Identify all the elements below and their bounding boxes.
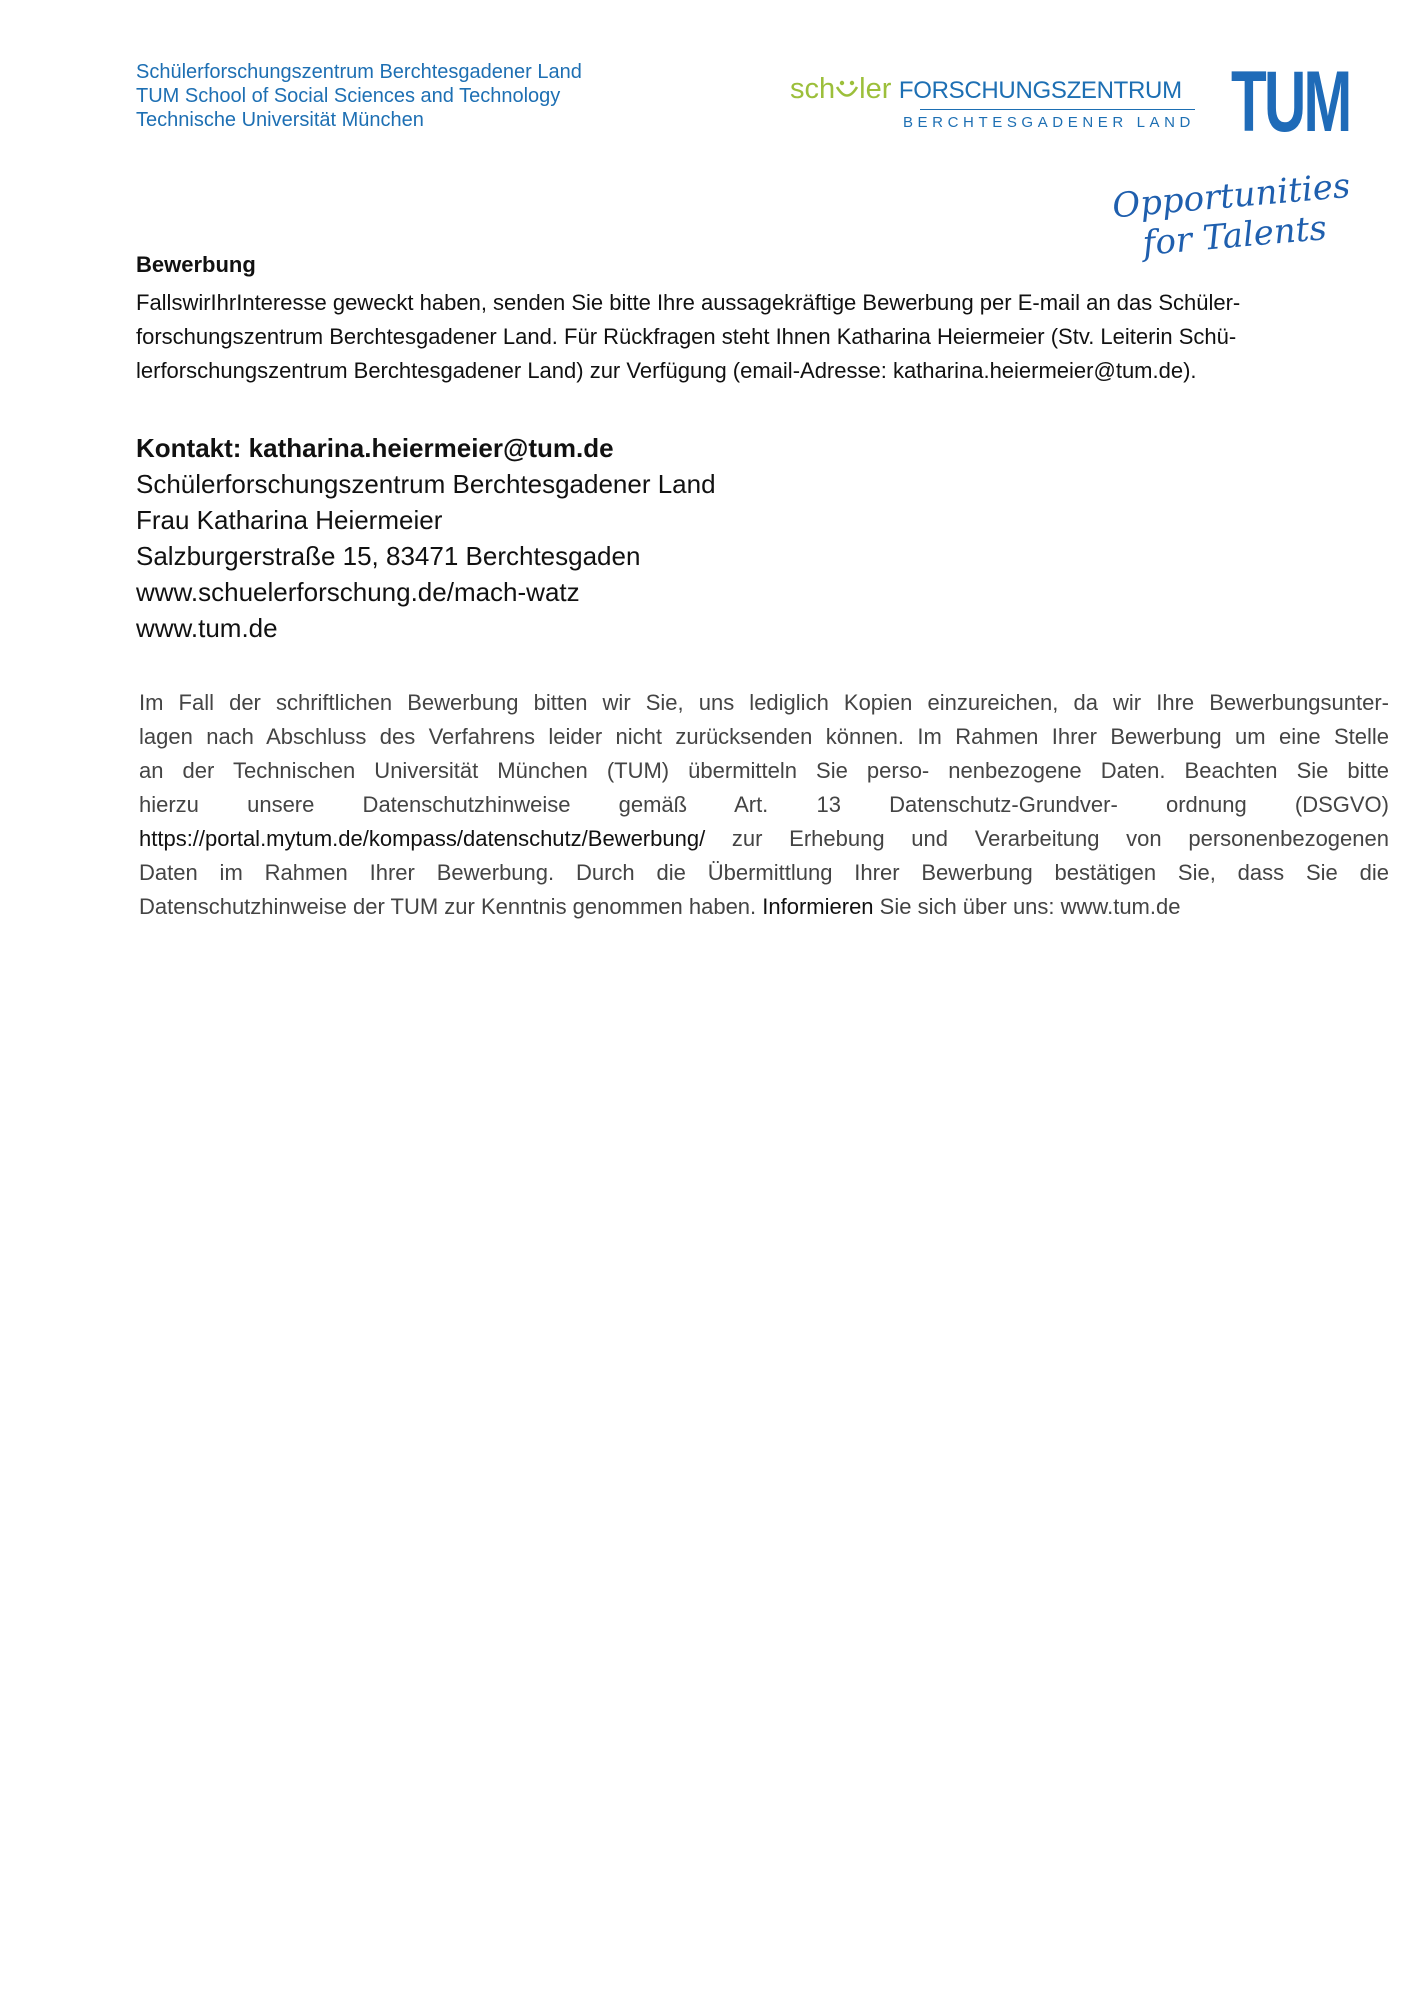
logo-text-forschungszentrum: FORSCHUNGSZENTRUM <box>898 77 1182 104</box>
paragraph-text: Datenschutzhinweise der TUM zur Kenntnis genommen haben. <box>139 894 763 919</box>
application-paragraph <box>136 286 1240 388</box>
privacy-policy-link[interactable]: https://portal.mytum.de/kompass/datenschutz/Bewerbung/ <box>139 826 706 851</box>
paragraph-line: an der Technischen Universität München (TUM) übermitteln Sie perso- nenbezogene Daten. Beachten Sie bitte <box>139 758 1389 783</box>
paragraph-text: zur Erhebung und Verarbeitung von personenbezogenen <box>705 826 1389 851</box>
paragraph-line: lerforschungszentrum Berchtesgadener Land) zur Verfügung (email-Adresse: katharina.heiermeier@tum.de). <box>136 358 1197 383</box>
opportunities-for-talents-slogan: Opportunities for Talents <box>1110 165 1352 264</box>
paragraph-line: forschungszentrum Berchtesgadener Land. Für Rückfragen steht Ihnen Katharina Heiermeier (Stv. Leiterin Schü- <box>136 324 1237 349</box>
paragraph-line: FallswirIhrInteresse geweckt haben, senden Sie bitte Ihre aussagekräftige Bewerbung per E-mail an das Schüler- <box>136 290 1241 315</box>
tum-logo-text: TUM <box>1231 54 1350 150</box>
section-title-bewerbung: Bewerbung <box>136 252 256 277</box>
logo-divider <box>920 109 1195 110</box>
smile-icon <box>835 78 859 100</box>
institution-header <box>136 60 582 132</box>
contact-heading: Kontakt: katharina.heiermeier@tum.de <box>136 433 614 463</box>
contact-person: Frau Katharina Heiermeier <box>136 505 443 535</box>
contact-organization: Schülerforschungszentrum Berchtesgadener Land <box>136 469 716 499</box>
logo-text-sch: sch <box>790 73 836 105</box>
logo-text-ler: ler <box>859 73 892 105</box>
privacy-paragraph <box>139 686 1389 924</box>
paragraph-line: Im Fall der schriftlichen Bewerbung bitten wir Sie, uns lediglich Kopien einzureichen, da wir Ihre Bewerbungsunter- <box>139 690 1389 715</box>
paragraph-line <box>139 822 1389 856</box>
tum-logo <box>1231 54 1359 150</box>
paragraph-line: Daten im Rahmen Ihrer Bewerbung. Durch die Übermittlung Ihrer Bewerbung bestätigen Sie, dass Sie die <box>139 860 1389 885</box>
header-line: TUM School of Social Sciences and Technology <box>136 85 561 107</box>
contact-website-link[interactable]: www.schuelerforschung.de/mach-watz <box>136 577 580 607</box>
paragraph-text: Sie sich über uns: www.tum.de <box>873 894 1181 919</box>
header-line: Technische Universität München <box>136 109 424 131</box>
paragraph-line <box>139 890 1389 924</box>
paragraph-line: hierzu unsere Datenschutzhinweise gemäß Art. 13 Datenschutz-Grundver- ordnung (DSGVO) <box>139 792 1389 817</box>
contact-tum-link[interactable]: www.tum.de <box>136 613 278 643</box>
schuelerforschungszentrum-logo <box>790 74 1195 131</box>
contact-address: Salzburgerstraße 15, 83471 Berchtesgaden <box>136 541 641 571</box>
contact-block <box>136 430 716 646</box>
header-line: Schülerforschungszentrum Berchtesgadener Land <box>136 61 582 83</box>
paragraph-line: lagen nach Abschluss des Verfahrens leider nicht zurücksenden können. Im Rahmen Ihrer Bewerbung um eine Stelle <box>139 724 1389 749</box>
informieren-text: Informieren <box>762 894 874 919</box>
logo-text-land: BERCHTESGADENER LAND <box>902 114 1195 131</box>
